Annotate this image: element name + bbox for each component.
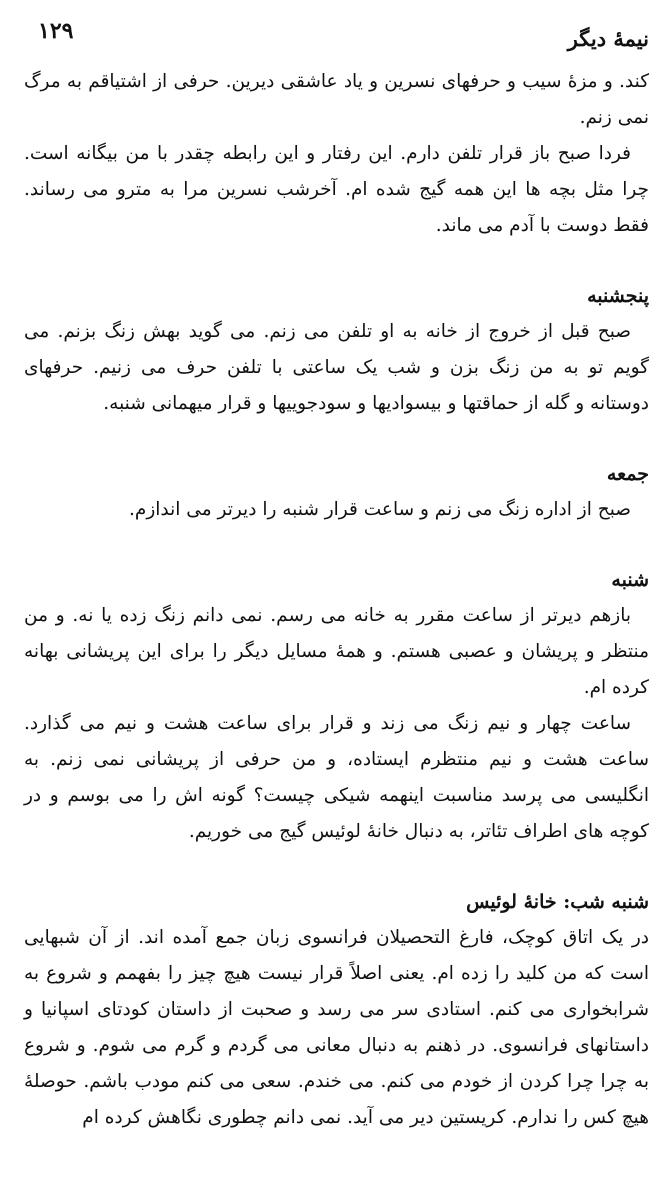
page-number: ۱۲۹	[38, 18, 74, 44]
section-title: جمعه	[606, 463, 649, 485]
section-paragraph: ساعت چهار و نیم زنگ می زند و قرار برای ساعت هشت و نیم می گذارد. ساعت هشت و نیم منتظرم ایستاده، و من حرفی از پریشانی نمی زنم. به انگلیسی می پرسد مناسبت اینهمه شیکی چیست؟ گونه اش را می بوسم و در کوچه های اطراف تئاتر، به دنبال خانهٔ لوئیس گیج می خوریم.	[24, 713, 649, 842]
section-saturday-night	[24, 884, 649, 1136]
section-paragraph: صبح قبل از خروج از خانه به او تلفن می زنم. می گوید بهش زنگ بزنم. می گویم تو به من زنگ بزن و شب یک ساعتی با تلفن حرف می زنیم. حرفهای دوستانه و گله از حماقتها و بیسوادیها و سودجوییها و قرار میهمانی شنبه.	[24, 321, 649, 414]
page-body	[24, 64, 649, 1136]
intro-paragraph-1: کند. و مزهٔ سیب و حرفهای نسرین و یاد عاشقی دیرین. حرفی از اشتیاقم به مرگ نمی زنم.	[24, 71, 649, 128]
section-title: شنبه شب: خانهٔ لوئیس	[466, 891, 649, 913]
section-thursday	[24, 278, 649, 422]
section-paragraph: در یک اتاق کوچک، فارغ التحصیلان فرانسوی زبان جمع آمده اند. از آن شبهایی است که من کلید را زده ام. یعنی اصلاً قرار نیست هیچ چیز را بفهمم و شروع به شرابخواری می کنم. استادی سر می رسد و صحبت از داستان کودتای اسپانیا و داستانهای فرانسوی. در ذهنم به دنبال معانی می گردم و گرم می شوم. و شروع به چرا چرا کردن از خودم می کنم. می خندم. سعی می کنم مودب باشم. حوصلهٔ هیچ کس را ندارم. کریستین دیر می آید. نمی دانم چطوری نگاهش کرده ام	[24, 927, 649, 1128]
section-title: پنجشنبه	[587, 285, 649, 307]
section-title: شنبه	[611, 569, 649, 591]
section-friday	[24, 456, 649, 528]
page-header	[38, 14, 649, 54]
running-title: نیمهٔ دیگر	[567, 26, 649, 51]
section-paragraph: صبح از اداره زنگ می زنم و ساعت قرار شنبه را دیرتر می اندازم.	[128, 499, 631, 520]
section-paragraph: بازهم دیرتر از ساعت مقرر به خانه می رسم. نمی دانم زنگ زده یا نه. و من منتظر و پریشان و عصبی هستم. و همهٔ مسایل دیگر را برای این پریشانی بهانه کرده ام.	[24, 605, 649, 698]
intro-paragraph-2: فردا صبح باز قرار تلفن دارم. این رفتار و این رابطه چقدر با من بیگانه است. چرا مثل بچه ها این همه گیج شده ام. آخرشب نسرین مرا به مترو می رساند. فقط دوست با آدم می ماند.	[24, 143, 649, 236]
section-saturday	[24, 562, 649, 850]
